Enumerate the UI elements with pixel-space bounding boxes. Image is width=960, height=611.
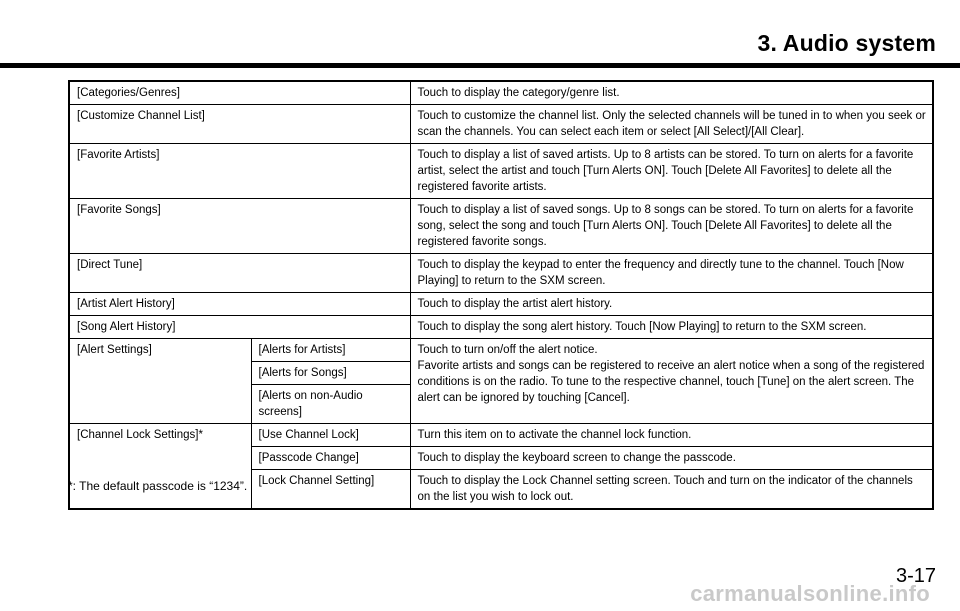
sub-item-cell: [Passcode Change]: [251, 447, 410, 470]
sub-item-cell: [Alerts for Artists]: [251, 339, 410, 362]
settings-table-wrapper: [68, 80, 934, 510]
item-cell: [Customize Channel List]: [69, 105, 410, 144]
desc-cell: Touch to display the song alert history. Touch [Now Playing] to return to the SXM screen.: [410, 316, 933, 339]
watermark: carmanualsonline.info: [690, 581, 930, 606]
alert-desc-line1: Touch to turn on/off the alert notice.: [417, 344, 598, 356]
item-cell: [Favorite Artists]: [69, 144, 410, 199]
item-cell-alert-settings: [Alert Settings]: [69, 339, 251, 424]
sub-item-cell: [Use Channel Lock]: [251, 424, 410, 447]
footnote: *: The default passcode is “1234”.: [68, 479, 248, 493]
sub-item-cell: [Lock Channel Setting]: [251, 470, 410, 510]
alert-desc-line2: Favorite artists and songs can be registered to receive an alert notice when a song of the registered conditions is on the radio. To tune to the respective channel, touch [Tune] on the alert screen. The alert can be ignored by touching [Cancel].: [417, 360, 925, 404]
table-row: [69, 293, 933, 316]
desc-cell: Touch to display the keypad to enter the frequency and directly tune to the channel. Touch [Now Playing] to return to the SXM screen.: [410, 254, 933, 293]
desc-cell-alert-settings: [410, 339, 933, 424]
sub-item-cell: [Alerts for Songs]: [251, 362, 410, 385]
item-cell: [Favorite Songs]: [69, 199, 410, 254]
sub-item-cell: [Alerts on non-Audio screens]: [251, 385, 410, 424]
table-row: [69, 254, 933, 293]
table-row: [69, 81, 933, 105]
chapter-title: 3. Audio system: [757, 30, 936, 56]
item-cell: [Song Alert History]: [69, 316, 410, 339]
table-row: [69, 105, 933, 144]
table-row: [69, 316, 933, 339]
desc-cell: Touch to display a list of saved artists. Up to 8 artists can be stored. To turn on alerts for a favorite artist, select the artist and touch [Turn Alerts ON]. Touch [Delete All Favorites] to delete all the registered favorite artists.: [410, 144, 933, 199]
item-cell: [Artist Alert History]: [69, 293, 410, 316]
item-cell-channel-lock: [Channel Lock Settings]*: [69, 424, 251, 510]
desc-cell: Touch to display the Lock Channel setting screen. Touch and turn on the indicator of the channels on the list you wish to lock out.: [410, 470, 933, 510]
desc-cell: Touch to display a list of saved songs. Up to 8 songs can be stored. To turn on alerts for a favorite song, select the song and touch [Turn Alerts ON]. Touch [Delete All Favorites] to delete all the registered favorite songs.: [410, 199, 933, 254]
desc-cell: Touch to display the category/genre list.: [410, 81, 933, 105]
table-row: [69, 199, 933, 254]
page-number: 3-17: [895, 565, 936, 587]
desc-cell: Touch to display the keyboard screen to change the passcode.: [410, 447, 933, 470]
header-rule: [0, 63, 960, 68]
settings-table: [68, 80, 934, 510]
item-cell: [Categories/Genres]: [69, 81, 410, 105]
table-row-alert-settings: [69, 339, 933, 362]
desc-cell: Turn this item on to activate the channel lock function.: [410, 424, 933, 447]
table-row: [69, 144, 933, 199]
item-cell: [Direct Tune]: [69, 254, 410, 293]
table-row-channel-lock: [69, 424, 933, 447]
desc-cell: Touch to display the artist alert history.: [410, 293, 933, 316]
desc-cell: Touch to customize the channel list. Only the selected channels will be tuned in to when you seek or scan the channels. You can select each item or select [All Select]/[All Clear].: [410, 105, 933, 144]
